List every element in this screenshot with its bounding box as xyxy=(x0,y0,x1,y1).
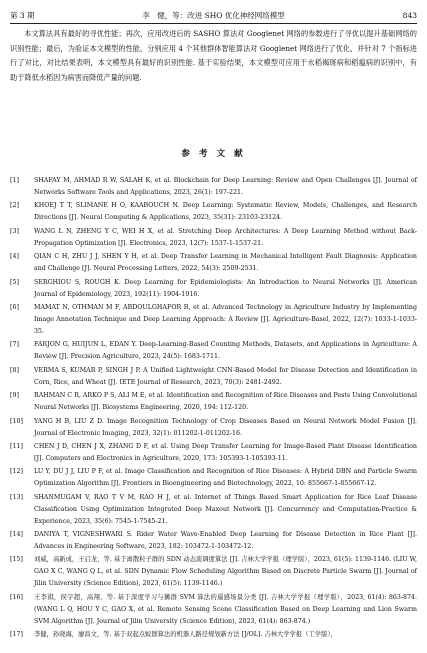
conclusion-text: 本文算法具有最好的寻优性能；再次，应用改进后的 SASHO 算法对 Googlenet 网络的参数进行了寻优以提升基础网络的识别性能；最后，为验证本文模型的性能，分别应用 4 个其他群体智能算法对 Googlenet 网络进行了优化，并针对 7 个指标进行了对比，对比结果表明，本文模型具有最好的识别性能. 基于实验结果，本文模型可应用于水稻褐斑病和稻瘟病的识别中，有助于降低水稻因为病害而降低产量的问题. xyxy=(10,29,417,82)
reference-item xyxy=(10,339,417,363)
page-number: 843 xyxy=(402,11,417,20)
reference-text: FARJON G, HUIJUN L, EDAN Y. Deep-Learning-Based Counting Methods, Datasets, and Applications in Agriculture: A Review [J]. Precision Agriculture, 2023, 24(5): 1683-1711. xyxy=(34,341,417,361)
reference-text: RAHMAN C R, ARKO P S, ALI M E, et al. Identification and Recognition of Rice Diseases and Pests Using Convolutional Neural Networks [J]. Biosystems Engineering, 2020, 194: 112-120. xyxy=(34,392,417,412)
reference-number: [1] xyxy=(10,177,19,184)
reference-number: [12] xyxy=(10,468,23,476)
issue-label: 第 3 期 xyxy=(10,11,35,20)
reference-number: [5] xyxy=(10,278,19,286)
reference-number: [3] xyxy=(10,227,19,235)
reference-text: SERGHIOU S, ROUGH K. Deep Learning for Epidemiologists: An Introduction to Neural Networks [J]. American Journal of Epidemiology, 2023, 192(11): 1904-1916. xyxy=(34,278,417,298)
reference-text: 刘威，高新成，王启龙，等. 基于离散粒子群的 SDN 动态流调度算法 [J]. 吉林大学学报（理学版），2023, 61(5): 1139-1146. (LIU W, GAO X C, WANG Q L, et al. SDN Dynamic Flow Scheduling Algorithm Based on Discrete Particle Swarm [J]. Journal of Jilin University (Science Edition), 2023, 61(5): 1139-1146.) xyxy=(34,556,417,588)
reference-item xyxy=(10,365,417,389)
reference-list xyxy=(10,175,417,643)
reference-text: LU Y, DU J J, LIU P F, et al. Image Classification and Recognition of Rice Diseases: A Hybrid DBN and Particle Swarm Optimization Algorithm [J]. Frontiers in Bioengineering and Biotechnology, 2022, 10: 855667-1-855667-12. xyxy=(34,468,417,488)
reference-item xyxy=(10,277,417,301)
references-heading: 参 考 文 献 xyxy=(181,149,246,159)
reference-item xyxy=(10,416,417,440)
reference-number: [6] xyxy=(10,303,19,311)
reference-text: 王李祺，侯宇超，高翔，等. 基于深度学习与狮群 SVM 算法的遥感场景分类 [J]. 吉林大学学报（理学版），2023, 61(4): 863-874. (WANG L Q, HOU Y C, GAO X, et al. Remote Sensing Scene Classification Based on Deep Learning and Lion Swarm SVM Algorithm [J]. Journal of Jilin University (Science Edition), 2023, 61(4): 863-874.) xyxy=(34,593,417,625)
reference-item xyxy=(10,492,417,528)
reference-item xyxy=(10,554,417,590)
reference-item xyxy=(10,529,417,553)
reference-number: [16] xyxy=(10,593,23,601)
reference-item xyxy=(10,200,417,224)
conclusion-paragraph xyxy=(10,27,417,85)
reference-item xyxy=(10,592,417,628)
running-title: 李 健，等：改进 SHO 优化神经网络模型 xyxy=(142,11,285,20)
reference-item xyxy=(10,175,417,199)
reference-number: [9] xyxy=(10,392,19,400)
reference-item xyxy=(10,302,417,338)
reference-text: 李健，孙晓海，廖昌文，等. 基于双起点蚁群算法的机器人路径规划新方法 [J/OL]. 吉林大学学报（工学版）， xyxy=(34,631,337,639)
reference-number: [17] xyxy=(10,631,23,639)
reference-text: SHANMUGAM V, RAO T V M, RAO H J, et al. Internet of Things Based Smart Application for Rice Leaf Disease Classification Using Optimization Integrated Deep Maxout Network [J]. Concurrency and Computation-Practice & Experience, 2023, 35(6): 7545-1-7545-21. xyxy=(34,493,417,525)
reference-number: [15] xyxy=(10,556,23,564)
reference-text: YANG H B, LIU Z D. Image Recognition Technology of Crop Diseases Based on Neural Network Model Fusion [J]. Journal of Electronic Imaging, 2023, 32(1): 011202-1-011202-16. xyxy=(34,417,417,437)
reference-number: [2] xyxy=(10,202,19,210)
reference-number: [11] xyxy=(10,442,23,450)
reference-item xyxy=(10,251,417,275)
reference-number: [13] xyxy=(10,493,23,501)
running-header xyxy=(10,9,417,24)
reference-text: WANG L N, ZHENG Y C, WEI H X, et al. Stretching Deep Architectures: A Deep Learning Method without Back-Propagation Optimization [J]. Electronics, 2023, 12(7): 1537-1-1537-21. xyxy=(34,227,417,247)
reference-text: VERMA S, KUMAR P, SINGH J P. A Unified Lightweight CNN-Based Model for Disease Detection and Identification in Corn, Rice, and Wheat [J]. IETE Journal of Research, 2023, 70(3): 2481-2492. xyxy=(34,366,417,386)
reference-text: SHAFAY M, AHMAD R W, SALAH K, et al. Blockchain for Deep Learning: Review and Open Challenges [J]. Journal of Networks Software Tools and Applications, 2023, 26(1): 197-221. xyxy=(34,177,417,196)
reference-item xyxy=(10,629,417,641)
reference-text: CHEN J D, CHEN J X, ZHANG D F, et al. Using Deep Transfer Learning for Image-Based Plant Disease Identification [J]. Computers and Electronics in Agriculture, 2020, 173: 105393-1-105393-11. xyxy=(34,442,417,462)
reference-item xyxy=(10,226,417,250)
reference-text: MAMAT N, OTHMAN M F, ABDOULGHAFOR R, et al. Advanced Technology in Agriculture Industry by Implementing Image Annotation Technique and Deep Learning Approach: A Review [J]. Agriculture-Basel, 2022, 12(7): 1033-1-1033-35. xyxy=(34,303,417,335)
reference-text: KHOEJ T T, SLIMANE H O, KAABOUCH N. Deep Learning: Systematic Review, Models, Challenges, and Research Directions [J]. Neural Computing & Applications, 2023, 35(31): 23103-23124. xyxy=(34,202,417,222)
reference-number: [10] xyxy=(10,417,23,425)
reference-text: DANIYA T, VIGNESHWARI S. Rider Water Wave-Enabled Deep Learning for Disease Detection in Rice Plant [J]. Advances in Engineering Software, 2023, 182: 103472-1-103472-12. xyxy=(34,531,417,551)
reference-number: [7] xyxy=(10,341,19,349)
reference-item xyxy=(10,466,417,490)
reference-number: [8] xyxy=(10,366,19,374)
reference-number: [4] xyxy=(10,253,19,261)
reference-item xyxy=(10,390,417,414)
reference-item xyxy=(10,441,417,465)
reference-number: [14] xyxy=(10,531,23,539)
reference-text: QIAN C H, ZHU J J, SHEN Y H, et al. Deep Transfer Learning in Mechanical Intelligent Fault Diagnosis: Application and Challenge [J]. Neural Processing Letters, 2022, 54(3): 2509-2531. xyxy=(34,253,417,273)
